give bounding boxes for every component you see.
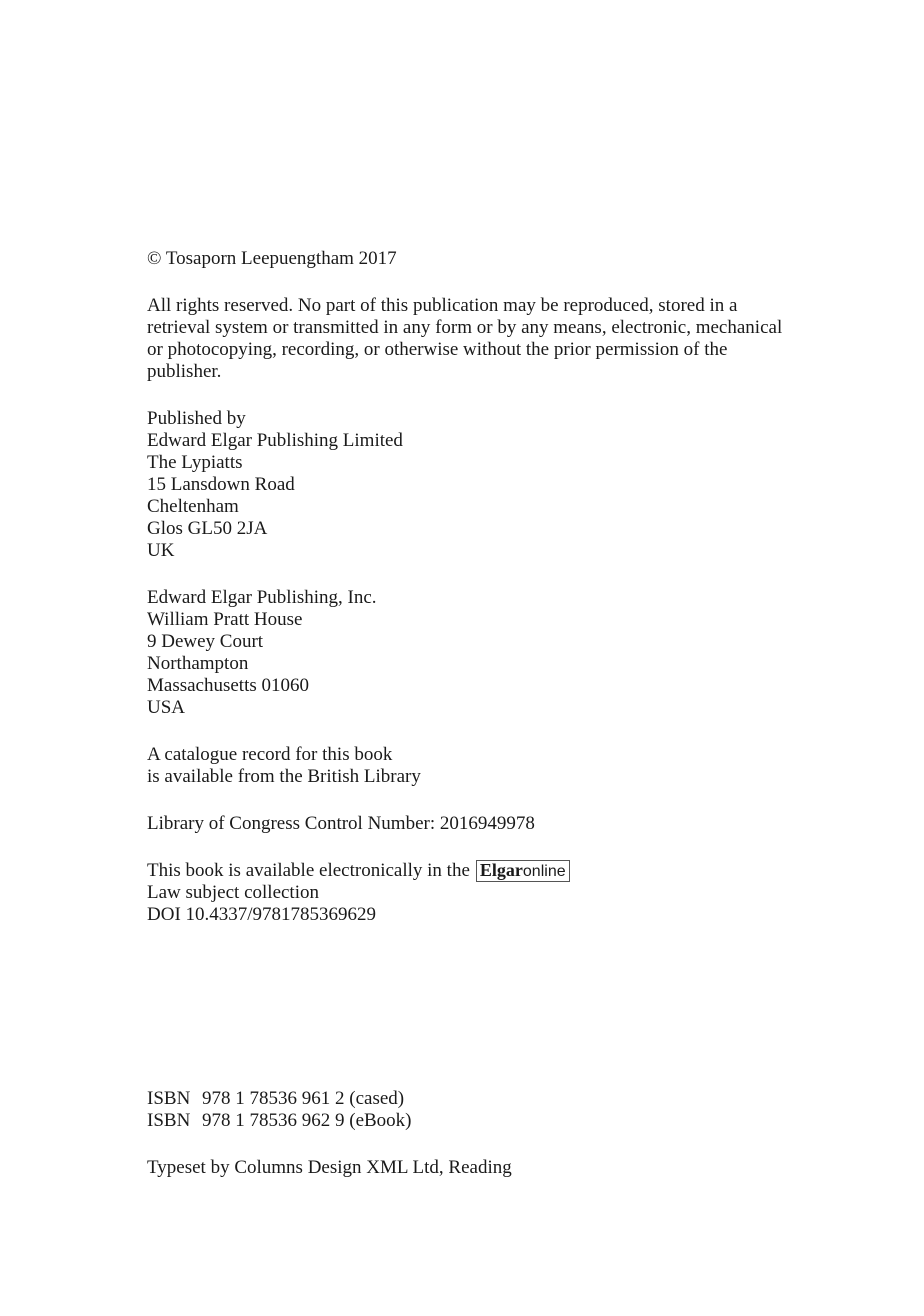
isbn-label: ISBN bbox=[147, 1088, 191, 1109]
isbn-line bbox=[147, 1110, 797, 1132]
address-line: Edward Elgar Publishing, Inc. bbox=[147, 587, 377, 608]
electronic-availability bbox=[147, 860, 797, 926]
copyright-page bbox=[147, 248, 797, 1204]
doi: DOI 10.4337/9781785369629 bbox=[147, 904, 377, 925]
address-line: Published by bbox=[147, 408, 246, 429]
address-line: 9 Dewey Court bbox=[147, 631, 264, 652]
catalogue-line: A catalogue record for this book bbox=[147, 744, 393, 765]
isbn-line bbox=[147, 1088, 797, 1110]
publisher-uk-address bbox=[147, 408, 797, 562]
address-line: UK bbox=[147, 540, 175, 561]
address-line: Glos GL50 2JA bbox=[147, 518, 268, 539]
elgaronline-logo bbox=[476, 860, 570, 882]
address-line: Northampton bbox=[147, 653, 249, 674]
catalogue-line: is available from the British Library bbox=[147, 766, 421, 787]
elgaronline-logo-bold: Elgar bbox=[479, 860, 523, 880]
copyright-block bbox=[147, 248, 797, 270]
isbn-value: 978 1 78536 962 9 (eBook) bbox=[202, 1110, 412, 1131]
isbn-value: 978 1 78536 961 2 (cased) bbox=[202, 1088, 405, 1109]
isbn-label: ISBN bbox=[147, 1110, 191, 1131]
address-line: Cheltenham bbox=[147, 496, 239, 517]
elgaronline-logo-light: online bbox=[522, 863, 566, 880]
address-line: USA bbox=[147, 697, 186, 718]
loc-block bbox=[147, 813, 797, 835]
publisher-us-address bbox=[147, 587, 797, 719]
electronic-intro-text: This book is available electronically in the bbox=[147, 860, 470, 881]
address-line: Edward Elgar Publishing Limited bbox=[147, 430, 403, 451]
address-line: William Pratt House bbox=[147, 609, 303, 630]
typeset-block bbox=[147, 1157, 797, 1179]
address-line: The Lypiatts bbox=[147, 452, 243, 473]
catalogue-record bbox=[147, 744, 797, 788]
electronic-intro-line bbox=[147, 860, 797, 882]
loc-control-number: Library of Congress Control Number: 2016949978 bbox=[147, 813, 535, 834]
address-line: 15 Lansdown Road bbox=[147, 474, 295, 495]
rights-block bbox=[147, 295, 797, 383]
typeset-credit: Typeset by Columns Design XML Ltd, Reading bbox=[147, 1157, 512, 1178]
copyright-notice: © Tosaporn Leepuengtham 2017 bbox=[147, 248, 397, 269]
address-line: Massachusetts 01060 bbox=[147, 675, 310, 696]
rights-statement: All rights reserved. No part of this publication may be reproduced, stored in a retrieval system or transmitted in any form or by any means, electronic, mechanical or photocopying, recording, or otherwise without the prior permission of the publisher. bbox=[147, 295, 783, 382]
subject-collection: Law subject collection bbox=[147, 882, 319, 903]
isbn-block bbox=[147, 1088, 797, 1132]
spacer bbox=[147, 951, 797, 1088]
